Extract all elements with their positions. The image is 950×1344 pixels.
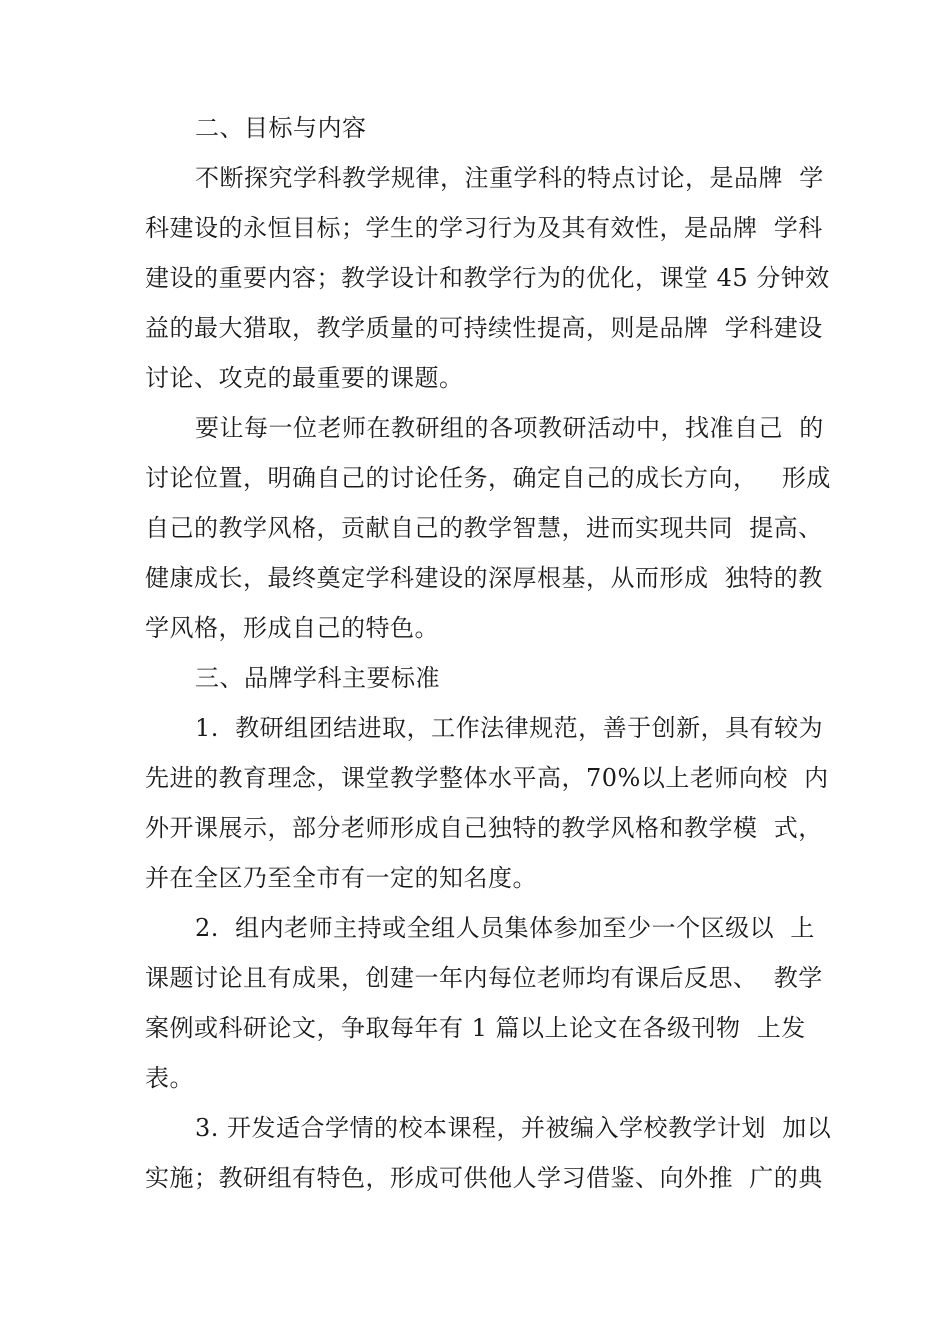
section-heading-standards: 三、品牌学科主要标准 [195,664,440,692]
paragraph-line: 自己的教学风格，贡献自己的教学智慧，进而实现共同 提高、 [145,514,823,542]
list-item-line: 案例或科研论文，争取每年有 1 篇以上论文在各级刊物 上发 [145,1014,806,1042]
paragraph-line: 不断探究学科教学规律，注重学科的特点讨论，是品牌 学 [195,164,824,192]
list-item-line: 外开课展示，部分老师形成自己独特的教学风格和教学模 式， [145,814,823,842]
paragraph-line: 讨论、攻克的最重要的课题。 [145,364,464,392]
paragraph-line: 学风格，形成自己的特色。 [145,614,439,642]
list-item-line: 3. 开发适合学情的校本课程，并被编入学校教学计划 加以 [195,1114,832,1142]
paragraph-line: 建设的重要内容；教学设计和教学行为的优化，课堂 45 分钟效 [145,264,830,292]
paragraph-line: 要让每一位老师在教研组的各项教研活动中，找准自己 的 [195,414,824,442]
list-item-line: 实施；教研组有特色，形成可供他人学习借鉴、向外推 广的典 [145,1164,823,1192]
list-item-line: 先进的教育理念，课堂教学整体水平高，70%以上老师向校 内 [145,764,829,792]
list-item-line: 表。 [145,1064,194,1092]
section-heading-goals: 二、目标与内容 [195,114,367,142]
list-item-line: 课题讨论且有成果，创建一年内每位老师均有课后反思、 教学 [145,964,823,992]
list-item-line: 2. 组内老师主持或全组人员集体参加至少一个区级以 上 [195,914,815,942]
paragraph-line: 健康成长，最终奠定学科建设的深厚根基，从而形成 独特的教 [145,564,823,592]
paragraph-line: 科建设的永恒目标；学生的学习行为及其有效性，是品牌 学科 [145,214,823,242]
list-item-line: 1. 教研组团结进取，工作法律规范，善于创新，具有较为 [195,714,824,742]
paragraph-line: 益的最大猎取，教学质量的可持续性提高，则是品牌 学科建设 [145,314,823,342]
paragraph-line: 讨论位置，明确自己的讨论任务，确定自己的成长方向， 形成 [145,464,831,492]
list-item-line: 并在全区乃至全市有一定的知名度。 [145,864,537,892]
